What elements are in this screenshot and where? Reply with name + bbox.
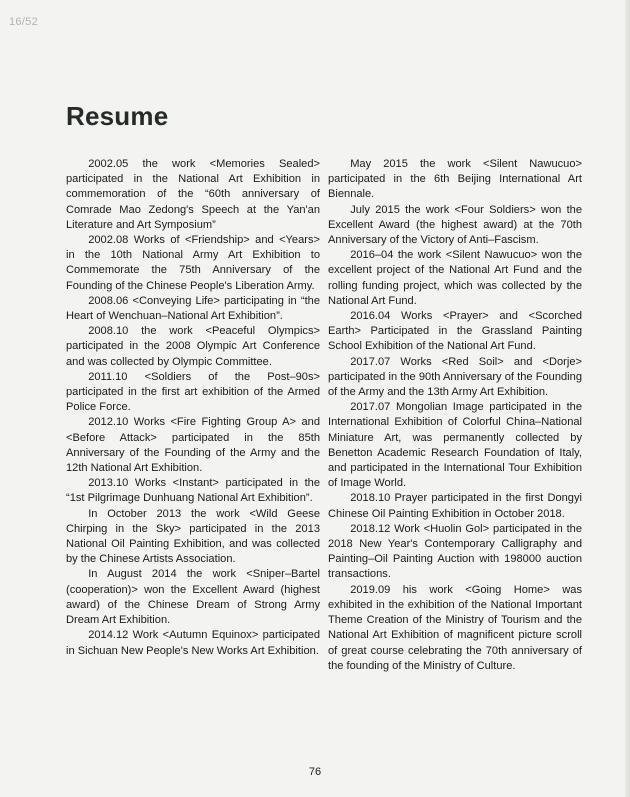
resume-entry: 2018.12 Work <Huolin Gol> participated in the 2018 New Year's Contemporary Calligraphy and Painting–Oil Painting Auction with 198000 auction transactions. xyxy=(328,522,582,581)
resume-entry: 2017.07 Mongolian Image participated in the International Exhibition of Colorful China–National Miniature Art, was permanently collected by Benetton Academic Research Foundation of Italy, and participated in the International Tour Exhibition of Image World. xyxy=(328,401,582,490)
resume-entry: In October 2013 the work <Wild Geese Chirping in the Sky> participated in the 2013 National Oil Painting Exhibition, and was collected by the Chinese Artists Association. xyxy=(66,507,320,566)
resume-entry: 2012.10 Works <Fire Fighting Group A> and <Before Attack> participated in the 85th Anniversary of the Founding of the Army and the 12th National Art Exhibition. xyxy=(66,416,320,475)
resume-entry: 2018.10 Prayer participated in the first Dongyi Chinese Oil Painting Exhibition in October 2018. xyxy=(328,492,582,520)
resume-entry: 2008.06 <Conveying Life> participating in “the Heart of Wenchuan–National Art Exhibition”. xyxy=(66,294,320,323)
resume-columns xyxy=(66,157,582,674)
resume-entry: 2014.12 Work <Autumn Equinox> participated in Sichuan New People's New Works Art Exhibition. xyxy=(66,629,320,657)
page-title: Resume xyxy=(66,101,169,131)
resume-entry: 2019.09 his work <Going Home> was exhibited in the exhibition of the National Important Theme Creation of the Ministry of Tourism and the National Art Exhibition of magnificent picture scroll of great course celebrating the 70th anniversary of the founding of the Ministry of Culture. xyxy=(328,583,582,672)
resume-entry: July 2015 the work <Four Soldiers> won the Excellent Award (the highest award) at the 70th Anniversary of the Victory of Anti–Fascism. xyxy=(328,203,582,247)
resume-entry: 2017.07 Works <Red Soil> and <Dorje> participated in the 90th Anniversary of the Founding of the Army and the 13th Army Art Exhibition. xyxy=(328,355,582,399)
resume-entry: 2002.05 the work <Memories Sealed> participated in the National Art Exhibition in commemoration of the “60th anniversary of Comrade Mao Zedong's Speech at the Yan'an Literature and Art Symposium” xyxy=(66,158,320,231)
resume-entry: 2002.08 Works of <Friendship> and <Years> in the 10th National Army Art Exhibition to Commemorate the 75th Anniversary of the Founding of the Chinese People's Liberation Army. xyxy=(66,234,320,292)
resume-entry: In August 2014 the work <Sniper–Bartel (cooperation)> won the Excellent Award (highest award) of the Chinese Dream of Strong Army Dream Art Exhibition. xyxy=(66,568,320,627)
resume-entry: 2011.10 <Soldiers of the Post–90s> participated in the first art exhibition of the Armed Police Force. xyxy=(66,370,320,414)
resume-entry: 2013.10 Works <Instant> participated in the “1st Pilgrimage Dunhuang National Art Exhibition”. xyxy=(66,477,320,505)
right-column xyxy=(328,157,582,674)
resume-entry: 2016.04 Works <Prayer> and <Scorched Earth> Participated in the Grassland Painting School Exhibition of the National Art Fund. xyxy=(328,310,582,353)
page-edge-shadow xyxy=(624,0,630,797)
resume-entry: 2016–04 the work <Silent Nawucuo> won the excellent project of the National Art Fund and the rolling funding project, which was collected by the National Art Fund. xyxy=(328,249,582,307)
page-number: 76 xyxy=(308,766,322,778)
page-counter: 16/52 xyxy=(9,16,39,28)
resume-entry: May 2015 the work <Silent Nawucuo> participated in the 6th Beijing International Art Biennale. xyxy=(328,158,582,201)
left-column xyxy=(66,157,320,674)
resume-entry: 2008.10 the work <Peaceful Olympics> participated in the 2008 Olympic Art Conference and was collected by Olympic Committee. xyxy=(66,325,320,368)
